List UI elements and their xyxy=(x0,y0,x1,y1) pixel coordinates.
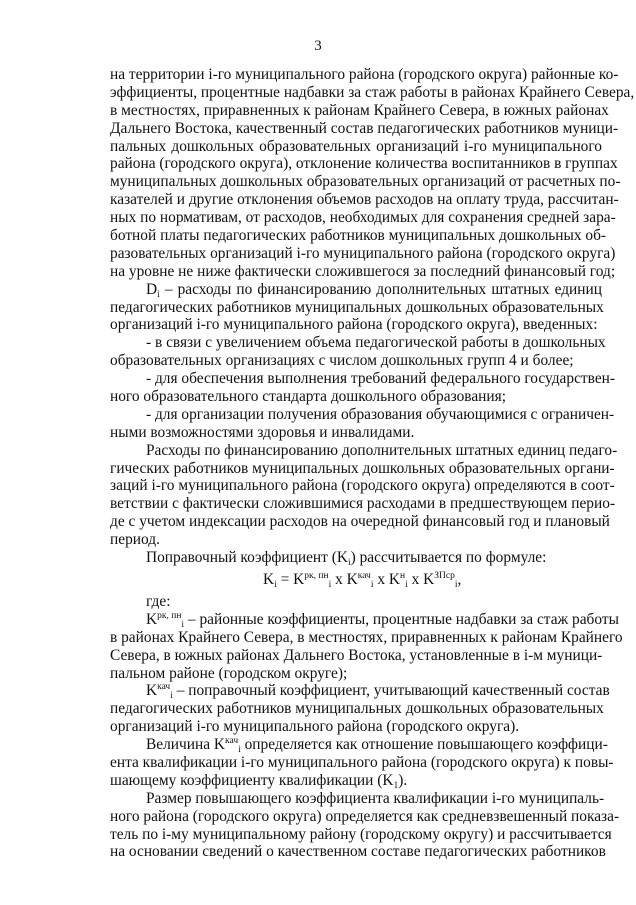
paragraphs-before-formula xyxy=(110,66,635,569)
text-line: тель по i-му муниципальному району (городскому округу) и рассчитывается xyxy=(110,825,612,843)
formula: $K_i = K^{рк, пн}_i$ x $K^{кач}_i$ x $K^н_i$ x $K^{ЗПср}_i$, xyxy=(263,570,462,590)
document-body xyxy=(110,66,635,861)
text-line: образовательных организациях с числом дошкольных групп 4 и более; xyxy=(110,352,574,370)
text-line: на территории i-го муниципального района (городского округа) районные ко- xyxy=(110,66,619,83)
text-line: пальных дошкольных образовательных организаций i-го муниципального xyxy=(110,137,602,155)
text-line: ботной платы педагогических работников муниципальных дошкольных об- xyxy=(110,227,607,245)
text-line: Севера, в южных районах Дальнего Востока, установленные в i-м муници- xyxy=(110,646,603,664)
text-line: на уровне не ниже фактически сложившегося за последний финансовый год; xyxy=(110,262,616,280)
text-line: в местностях, приравненных к районам Крайнего Севера, в южных районах xyxy=(110,101,609,119)
text-line: ента квалификации i-го муниципального района (городского округа) к повы- xyxy=(110,753,614,771)
text-line: - для организации получения образования обучающимися с ограничен- xyxy=(146,405,615,423)
text-line: де с учетом индексации расходов на очередной финансовый год и плановый xyxy=(110,513,610,531)
text-line: организаций i-го муниципального района (городского округа), введенных: xyxy=(110,316,598,334)
text-line: Величина $K^{кач}_i$ определяется как отношение повышающего коэффици- xyxy=(146,736,608,756)
text-line: пальном районе (городском округе); xyxy=(110,664,348,682)
text-line: педагогических работников муниципальных дошкольных образовательных xyxy=(110,298,604,316)
text-line: заций i-го муниципального района (городского округа) определяются в соот- xyxy=(110,477,615,495)
text-line: педагогических работников муниципальных дошкольных образовательных xyxy=(110,700,604,718)
text-line: на основании сведений о качественном составе педагогических работников xyxy=(110,843,606,861)
text-line: $K^{рк, пн}_i$ – районные коэффициенты, процентные надбавки за стаж работы xyxy=(146,610,619,630)
text-line: $K^{кач}_i$ – поправочный коэффициент, учитывающий качественный состав xyxy=(146,682,610,702)
text-line: - в связи с увеличением объема педагогической работы в дошкольных xyxy=(146,334,606,352)
text-line: района (городского округа), отклонение количества воспитанников в группах xyxy=(110,155,618,173)
paragraphs-after-formula xyxy=(110,592,623,861)
text-line: Поправочный коэффициент $(K_i)$ рассчитывается по формуле: xyxy=(146,549,547,569)
text-line: где: xyxy=(146,592,171,610)
text-line: - для обеспечения выполнения требований федерального государствен- xyxy=(146,370,616,388)
text-line: казателей и другие отклонения объемов расходов на оплату труда, рассчитан- xyxy=(110,191,619,209)
text-line: эффициенты, процентные надбавки за стаж работы в районах Крайнего Севера, xyxy=(110,83,635,101)
text-line: ными возможностями здоровья и инвалидами. xyxy=(110,423,415,441)
text-line: Размер повышающего коэффициента квалификации i-го муниципаль- xyxy=(146,789,605,807)
text-line: период. xyxy=(110,531,160,549)
text-line: Дальнего Востока, качественный состав педагогических работников муници- xyxy=(110,119,619,137)
text-line: гических работников муниципальных дошкольных образовательных органи- xyxy=(110,459,615,477)
text-line: в районах Крайнего Севера, в местностях, приравненных к районам Крайнего xyxy=(110,628,623,646)
text-line: $D_i$ – расходы по финансированию дополнительных штатных единиц xyxy=(146,280,602,300)
text-line: ных по нормативам, от расходов, необходимых для сохранения средней зара- xyxy=(110,209,616,227)
text-line: разовательных организаций i-го муниципального района (городского округа) xyxy=(110,244,616,262)
text-line: ного района (городского округа) определяется как средневзвешенный показа- xyxy=(110,807,620,825)
text-line: ветствии с фактически сложившимися расходами в предшествующем перио- xyxy=(110,495,616,513)
text-line: шающему коэффициенту квалификации $(K_1)$. xyxy=(110,771,408,791)
text-line: организаций i-го муниципального района (городского округа). xyxy=(110,718,520,736)
text-line: ного образовательного стандарта дошкольного образования; xyxy=(110,388,506,406)
page-number: 3 xyxy=(314,38,322,54)
text-line: Расходы по финансированию дополнительных штатных единиц педаго- xyxy=(146,441,618,459)
text-line: муниципальных дошкольных образовательных организаций от расчетных по- xyxy=(110,173,621,191)
